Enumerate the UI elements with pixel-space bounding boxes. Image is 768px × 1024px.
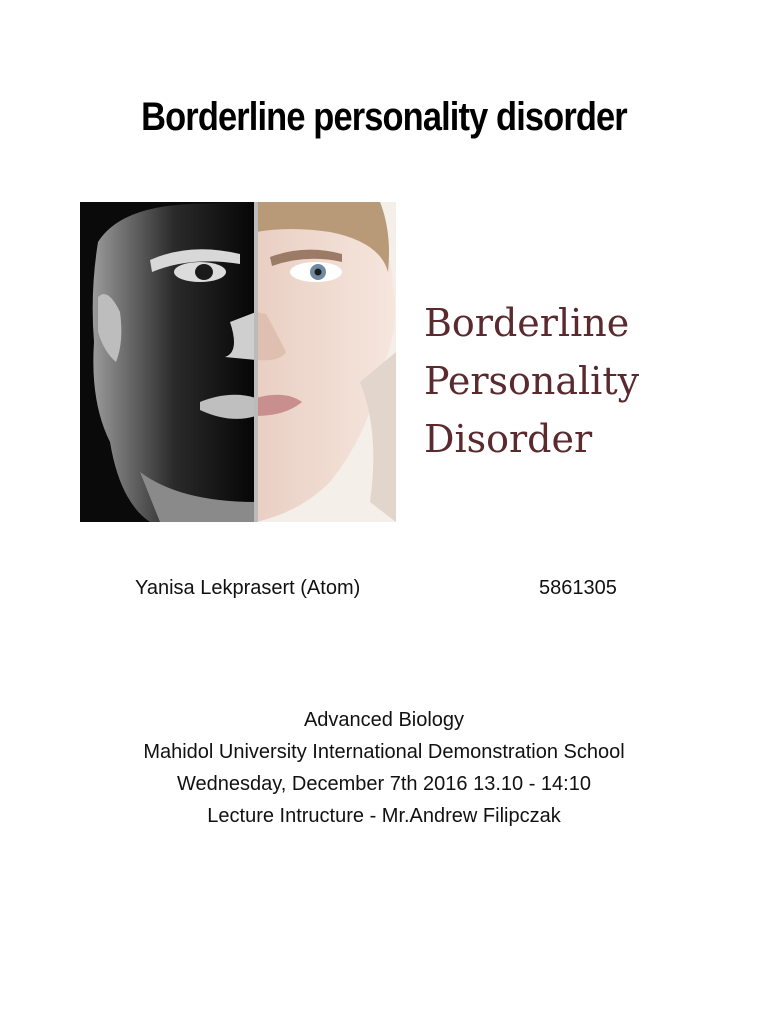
page-title: Borderline personality disorder — [141, 95, 627, 139]
course-name: Advanced Biology — [303, 709, 465, 731]
date-time: Wednesday, December 7th 2016 13.10 - 14:10 — [177, 773, 591, 795]
author-name: Yanisa Lekprasert (Atom) — [135, 577, 361, 599]
image-caption — [424, 294, 639, 468]
cover-image — [80, 202, 663, 522]
image-caption-line: Disorder — [424, 417, 593, 461]
student-id: 5861305 — [539, 577, 617, 599]
school-name: Mahidol University International Demonstration School — [143, 741, 625, 763]
lecturer: Lecture Intructure - Mr.Andrew Filipczak — [207, 805, 561, 827]
course-info — [0, 704, 768, 832]
image-caption-line: Borderline — [424, 301, 630, 345]
image-caption-line: Personality — [424, 359, 640, 403]
